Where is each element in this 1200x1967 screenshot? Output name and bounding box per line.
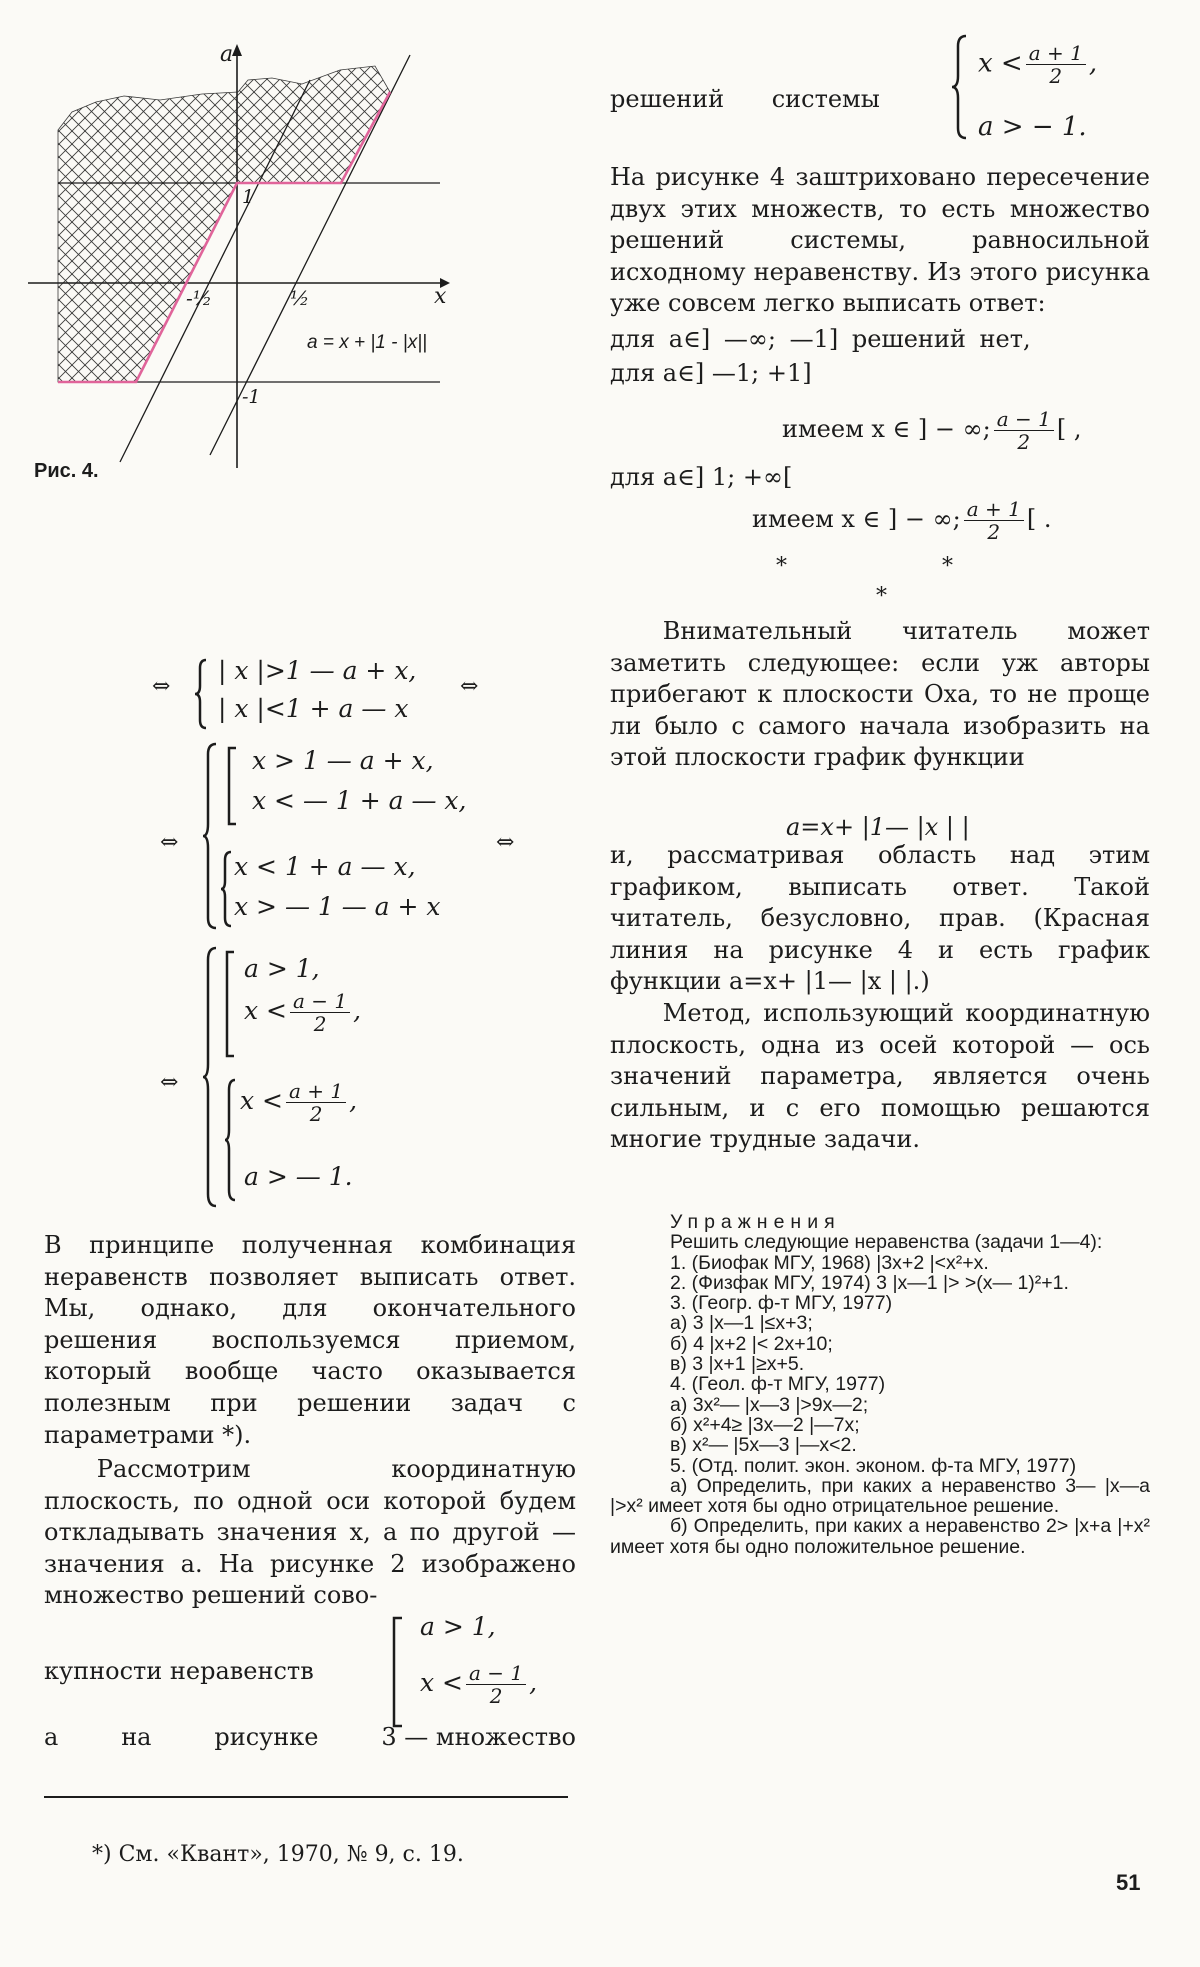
axis-label-x: x [434, 284, 447, 309]
left-para-1: В принципе полученная комбинация неравенств позволяет выписать ответ. Мы, однако, для окончательного решения воспользуемся приемом, который вообще часто оказывается полезным при решении задач с параметрами *). [44, 1231, 576, 1449]
sys2-line-d: x > — 1 — a + x [234, 892, 441, 921]
exercises-title: Упражнения [670, 1211, 841, 1233]
right-para-2: Внимательный читатель может заметить следующее: если уж авторы прибегают к плоскости Oxa, то не проще ли было с самого начала изобразить на этой плоскости график функции [610, 617, 1150, 772]
sys3-line-c: x < $\frac{a + 1}{2}$ , [240, 1079, 358, 1126]
tick-label-minus-1: -1 [242, 386, 261, 408]
set-line-1: a > 1, [420, 1612, 496, 1641]
bracket-3a [224, 950, 236, 1058]
sys2-line-c: x < 1 + a — x, [234, 852, 416, 881]
exercise-item: в) 3 |x+1 |≥x+5. [670, 1353, 805, 1376]
set-line-2: x < $\frac{a - 1}{2}$ , [420, 1661, 538, 1708]
sys1-line-a: | x |>1 — a + x, [218, 656, 417, 685]
figure-caption: Рис. 4. [34, 460, 99, 482]
system-brace [950, 34, 970, 140]
exercise-item: а) Определить, при каких a неравенство 3— |x—a |>x² имеет хотя бы одно отрицательное решение. [610, 1474, 1150, 1518]
equivalence-block [140, 650, 560, 1220]
exercise-item: 4. (Геол. ф-т МГУ, 1977) [670, 1373, 886, 1396]
sys2-line-b: x < — 1 + a — x, [252, 786, 467, 815]
sys3-line-a: a > 1, [244, 954, 320, 983]
separator-star-2: * [942, 554, 953, 579]
bracket-set [390, 1616, 404, 1728]
sys3-line-d: a > — 1. [244, 1162, 353, 1191]
equiv-sign-5: ⇔ [160, 1070, 179, 1095]
left-para-2-tail: купности неравенств [44, 1657, 314, 1685]
exercise-item: б) Определить, при каких a неравенство 2> |x+a |+x² имеет хотя бы одно положительное решение. [610, 1515, 1150, 1558]
tick-label-1: 1 [242, 186, 255, 208]
exercise-item: а) 3x²— |x—3 |>9x—2; [670, 1393, 869, 1416]
system-line-2: a > − 1. [978, 112, 1087, 142]
right-para-4: Метод, использующий координатную плоскость, одна из осей которой — ось значений параметра, является очень сильным, и с его помощью решаются многие трудные задачи. [610, 999, 1150, 1154]
tick-label-minus-half: -½ [186, 286, 213, 310]
answer-line-3: для a∈] 1; +∞[ [610, 463, 793, 491]
equiv-sign-3: ⇔ [160, 830, 179, 855]
exercises [610, 1212, 1150, 1557]
answer-line-2: для a∈] —1; +1] [610, 359, 812, 387]
sys1-line-b: | x |<1 + a — x [218, 694, 409, 723]
bracket-2a [226, 746, 238, 826]
brace-3 [202, 946, 220, 1208]
axis-label-a: a [220, 42, 234, 67]
exercise-item: 1. (Биофак МГУ, 1968) |3x+2 |<x²+x. [670, 1251, 989, 1274]
left-para-2: Рассмотрим координатную плоскость, по одной оси которой будем откладывать значения x, а по другой — значения a. На рисунке 2 изображено множество решений сово- [44, 1455, 576, 1610]
system-prefix: решений системы [610, 85, 880, 113]
brace-3b [224, 1078, 238, 1202]
footnote-rule [44, 1796, 568, 1798]
brace-1 [194, 658, 210, 730]
sys3-line-b: x < $\frac{a - 1}{2}$ , [244, 989, 362, 1036]
exercise-item: 5. (Отд. полит. экон. эконом. ф-та МГУ, 1977) [670, 1454, 1077, 1477]
graph-formula: a = x + |1 - |x|| [307, 332, 428, 353]
function-formula: a=x+ |1— |x | | [786, 813, 970, 841]
answer-line-2-set: имеем x ∈ ] − ∞; $\frac{a - 1}{2}$ [ , [782, 407, 1082, 454]
figure-4 [20, 40, 460, 470]
exercise-item: 3. (Геогр. ф-т МГУ, 1977) [670, 1292, 893, 1315]
right-para-3: и, рассматривая область над этим графиком, выписать ответ. Такой читатель, безусловно, прав. (Красная линия на рисунке 4 и есть график функции a=x+ |1— |x | |.) [610, 841, 1150, 996]
equiv-sign-1: ⇔ [152, 674, 171, 699]
answer-line-1: для a∈] —∞; —1] решений нет, [610, 325, 1031, 353]
separator-star-3: * [876, 584, 887, 609]
page-number: 51 [1116, 1870, 1141, 1895]
exercise-item: б) 4 |x+2 |< 2x+10; [670, 1332, 833, 1355]
tick-label-half: ½ [290, 286, 310, 310]
equiv-sign-2: ⇔ [460, 674, 479, 699]
brace-2b [220, 850, 234, 928]
left-para-2-last: а на рисунке 3 — множество [44, 1723, 576, 1751]
exercise-item: а) 3 |x—1 |≤x+3; [670, 1312, 813, 1335]
brace-2 [202, 742, 220, 930]
answer-line-3-set: имеем x ∈ ] − ∞; $\frac{a + 1}{2}$ [ . [752, 497, 1052, 544]
exercise-item: в) x²— |5x—3 |—x<2. [670, 1434, 857, 1457]
figure-4-plot [20, 40, 460, 470]
exercise-item: б) x²+4≥ |3x—2 |—7x; [670, 1413, 860, 1436]
right-para-1: На рисунке 4 заштриховано пересечение двух этих множеств, то есть множество решений системы, равносильной исходному неравенству. Из этого рисунка уже совсем легко выписать ответ: [610, 163, 1150, 318]
footnote: *) См. «Квант», 1970, № 9, с. 19. [92, 1842, 464, 1867]
exercises-intro: Решить следующие неравенства (задачи 1—4): [670, 1231, 1103, 1254]
system-line-1: x < $\frac{a + 1}{2}$ , [978, 41, 1098, 88]
exercise-item: 2. (Физфак МГУ, 1974) 3 |x—1 |> >(x— 1)²+1. [670, 1271, 1069, 1294]
sys2-line-a: x > 1 — a + x, [252, 746, 434, 775]
separator-star-1: * [776, 554, 787, 579]
equiv-sign-4: ⇔ [496, 830, 515, 855]
